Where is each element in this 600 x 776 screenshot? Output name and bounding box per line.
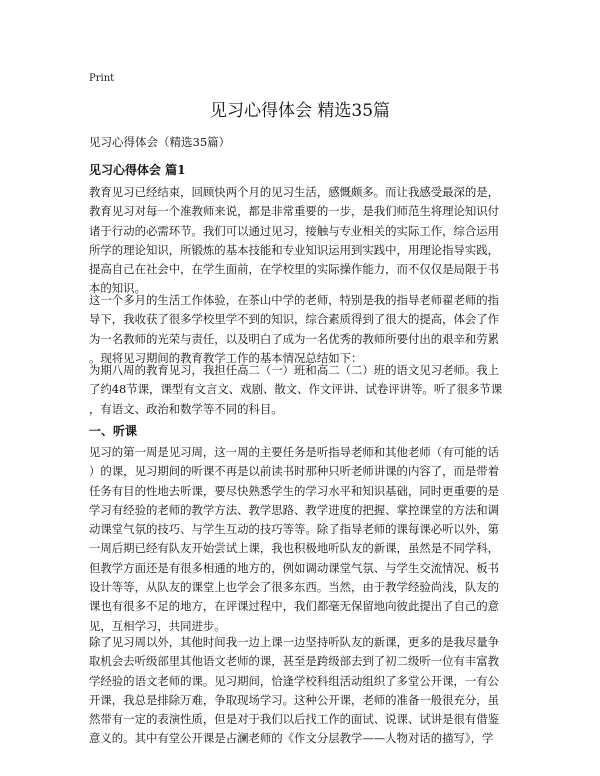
paragraph-2 [89, 291, 521, 368]
paragraph-line: 学经验的语文老师的课。见习期间，恰逢学校科组活动组织了多堂公开课，一有公 [89, 673, 500, 688]
paragraph-line: 见习的第一周是见习周，这一周的主要任务是听指导老师和其他老师（有可能的话 [89, 445, 500, 459]
part-heading: 见习心得体会 篇1 [89, 163, 186, 177]
paragraph-4 [89, 443, 521, 636]
paragraph-line: 课也有很多不足的地方，在评课过程中，我们都毫无保留地向彼此提出了自己的意 [89, 599, 500, 614]
paragraph-line: 所学的理论知识，所锻炼的基本技能和专业知识运用到实践中，用理论指导实践， [89, 242, 500, 257]
paragraph-line: 教育见习对每一个准教师来说，都是非常重要的一步，是我们师范生将理论知识付 [89, 204, 500, 219]
paragraph-line: 任务有目的性地去听课，要尽快熟悉学生的学习水平和知识基础，同时更重要的是 [89, 483, 500, 498]
paragraph-line: 意义的。其中有堂公开课是占澜老师的《作文分层教学——人物对话的描写》，学 [89, 731, 494, 746]
paragraph-line: 除了见习周以外，其他时间我一边上课一边坚持听队友的新课，更多的是我尽量争 [89, 635, 500, 649]
paragraph-line: ，有语文、政治和数学等不同的科目。 [89, 401, 283, 416]
paragraph-line: 提高自己在社会中，在学生面前，在学校里的实际操作能力，而不仅仅是局限于书 [89, 262, 500, 277]
paragraph-line: 为期八周的教育见习，我担任高二（一）班和高二（二）班的语文见习老师。我上 [89, 363, 500, 377]
paragraph-line: 教育见习已经结束，回顾快两个月的见习生活，感慨颇多。而让我感受最深的是， [89, 185, 500, 199]
paragraph-line: 本的知识。 [89, 281, 146, 296]
paragraph-line: 。现将见习期间的教育教学工作的基本情况总结如下： [89, 350, 363, 365]
paragraph-line: ）的课，见习期间的听课不再是以前读书时那种只听老师讲课的内容了，而是带着 [89, 464, 500, 479]
page-title: 见习心得体会 精选35篇 [209, 101, 391, 121]
paragraph-line: 但教学方面还是有很多相通的地方的，例如调动课堂气氛、与学生交流情况、板书 [89, 560, 500, 575]
paragraph-line: 取机会去听级部里其他语文老师的课，甚至是跨级部去到了初二级听一位有丰富教 [89, 654, 500, 669]
paragraph-line: 诸于行动的必需环节。我们可以通过见习，接触与专业相关的实际工作，综合运用 [89, 223, 500, 238]
paragraph-line: 一周后期已经有队友开始尝试上课，我也积极地听队友的新课，虽然是不同学科， [89, 541, 500, 556]
paragraph-line: 设计等等，从队友的课堂上也学会了很多东西。当然，由于教学经验尚浅，队友的 [89, 580, 500, 595]
paragraph-line: 这一个多月的生活工作体验，在茶山中学的老师，特别是我的指导老师翟老师的指 [89, 293, 500, 307]
print-label[interactable]: Print [89, 73, 115, 84]
paragraph-line: 见，互相学习，共同进步。 [89, 618, 226, 633]
paragraph-line: 学习有经验的老师的教学方法、教学思路、教学进度的把握、掌控课堂的方法和调 [89, 502, 500, 517]
paragraph-line: 动课堂气氛的技巧、与学生互动的技巧等等。除了指导老师的课每课必听以外，第 [89, 522, 500, 537]
paragraph-line: 导下，我收获了很多学校里学不到的知识，综合素质得到了很大的提高，体会了作 [89, 312, 500, 327]
paragraph-1 [89, 183, 521, 299]
paragraph-line: 开课，我总是排除万难，争取现场学习。这种公开课，老师的准备一般很充分，虽 [89, 692, 500, 707]
paragraph-3 [89, 361, 521, 419]
paragraph-5 [89, 633, 521, 749]
paragraph-line: 了约48节课，课型有文言文、戏剧、散文、作文评讲、试卷评讲等。听了很多节课 [89, 382, 503, 397]
paragraph-line: 为一名教师的光荣与责任，以及明白了成为一名优秀的教师所要付出的艰辛和劳累 [89, 331, 500, 346]
section-heading-listening: 一、听课 [89, 424, 138, 438]
document-subtitle: 见习心得体会（精选35篇） [89, 135, 231, 149]
paragraph-line: 然带有一定的表演性质，但是对于我们以后找工作的面试、说课、试讲是很有借鉴 [89, 712, 500, 727]
